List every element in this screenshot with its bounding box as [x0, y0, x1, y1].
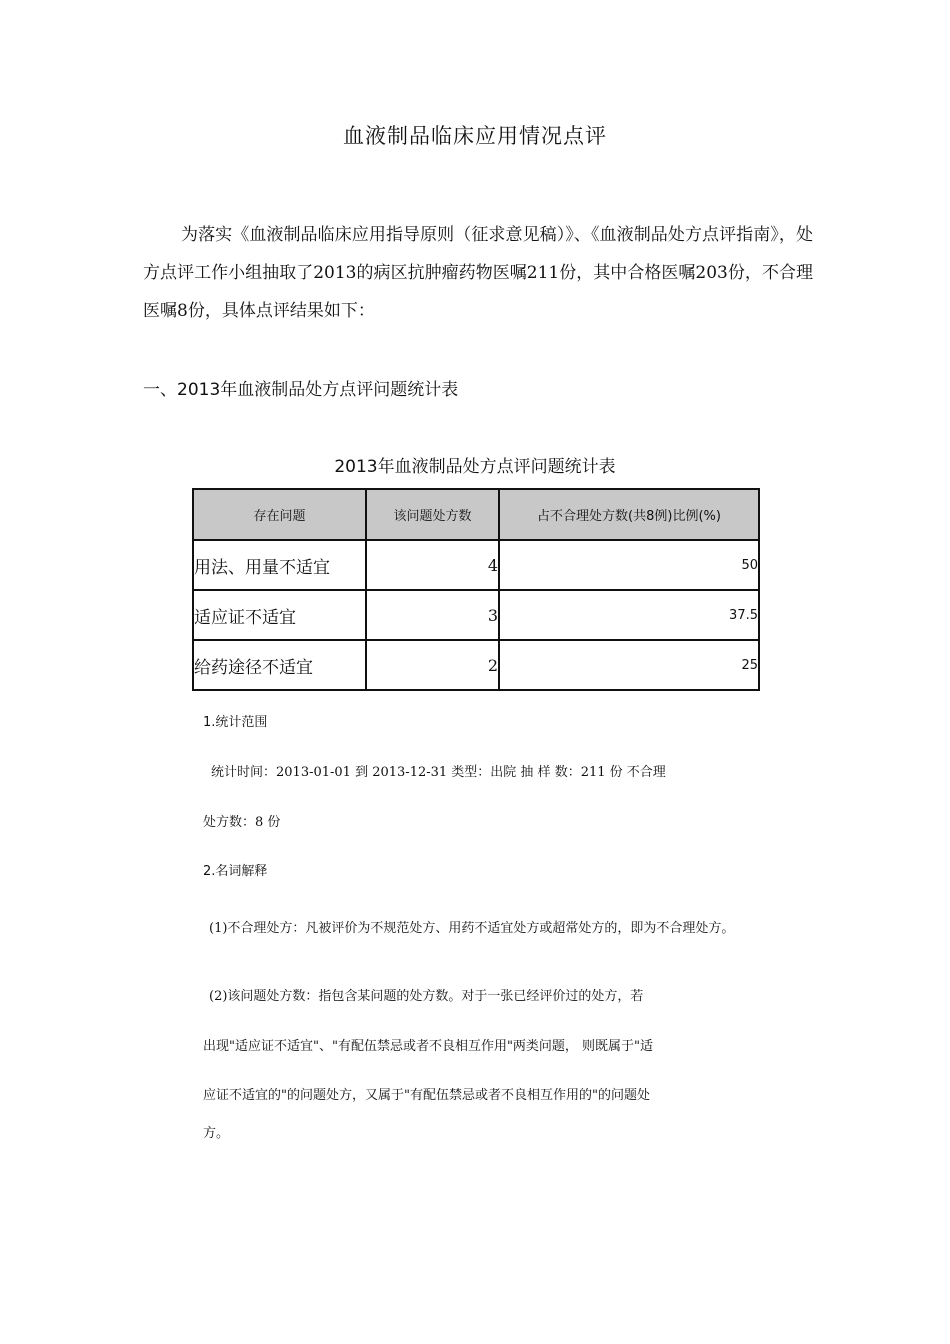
issue-cell: 给药途径不适宜 — [193, 640, 366, 690]
header-count: 该问题处方数 — [366, 489, 499, 540]
issue-cell: 适应证不适宜 — [193, 590, 366, 640]
count-cell: 3 — [366, 590, 499, 640]
term-2-line-1: (2)该问题处方数：指包含某问题的处方数。对于一张已经评价过的处方，若 — [209, 989, 644, 1004]
ratio-cell: 37.5 — [499, 590, 759, 640]
issue-cell: 用法、用量不适宜 — [193, 540, 366, 590]
term-2-line-2: 出现"适应证不适宜"、"有配伍禁忌或者不良相互作用"两类问题， 则既属于"适 — [203, 1039, 654, 1054]
intro-paragraph: 为落实《血液制品临床应用指导原则（征求意见稿）》、《血液制品处方点评指南》，处方点评工作小组抽取了2013的病区抗肿瘤药物医嘱211份，其中合格医嘱203份，不合理医嘱8份，具体点评结果如下： — [143, 225, 813, 321]
section-heading: 一、2013年血液制品处方点评问题统计表 — [143, 380, 459, 400]
scope-line-2: 处方数：8 份 — [203, 815, 281, 830]
term-2-line-4: 方。 — [203, 1126, 230, 1141]
table-row — [193, 640, 759, 690]
table-caption: 2013年血液制品处方点评问题统计表 — [334, 457, 616, 477]
ratio-cell: 50 — [499, 540, 759, 590]
count-cell: 2 — [366, 640, 499, 690]
count-cell: 4 — [366, 540, 499, 590]
table-row — [193, 540, 759, 590]
scope-heading: 1.统计范围 — [203, 715, 268, 730]
terms-heading: 2.名词解释 — [203, 864, 268, 879]
term-1: (1)不合理处方：凡被评价为不规范处方、用药不适宜处方或超常处方的，即为不合理处方。 — [209, 921, 735, 936]
term-2-line-3: 应证不适宜的"的问题处方，又属于"有配伍禁忌或者不良相互作用的"的问题处 — [203, 1088, 650, 1103]
statistics-table — [192, 488, 760, 691]
scope-line-1: 统计时间：2013-01-01 到 2013-12-31 类型：出院 抽 样 数：211 份 不合理 — [211, 765, 666, 780]
document-title: 血液制品临床应用情况点评 — [343, 124, 607, 148]
table-header-row — [193, 489, 759, 540]
table-row — [193, 590, 759, 640]
ratio-cell: 25 — [499, 640, 759, 690]
header-ratio: 占不合理处方数(共8例)比例(%) — [499, 489, 759, 540]
header-issue: 存在问题 — [193, 489, 366, 540]
